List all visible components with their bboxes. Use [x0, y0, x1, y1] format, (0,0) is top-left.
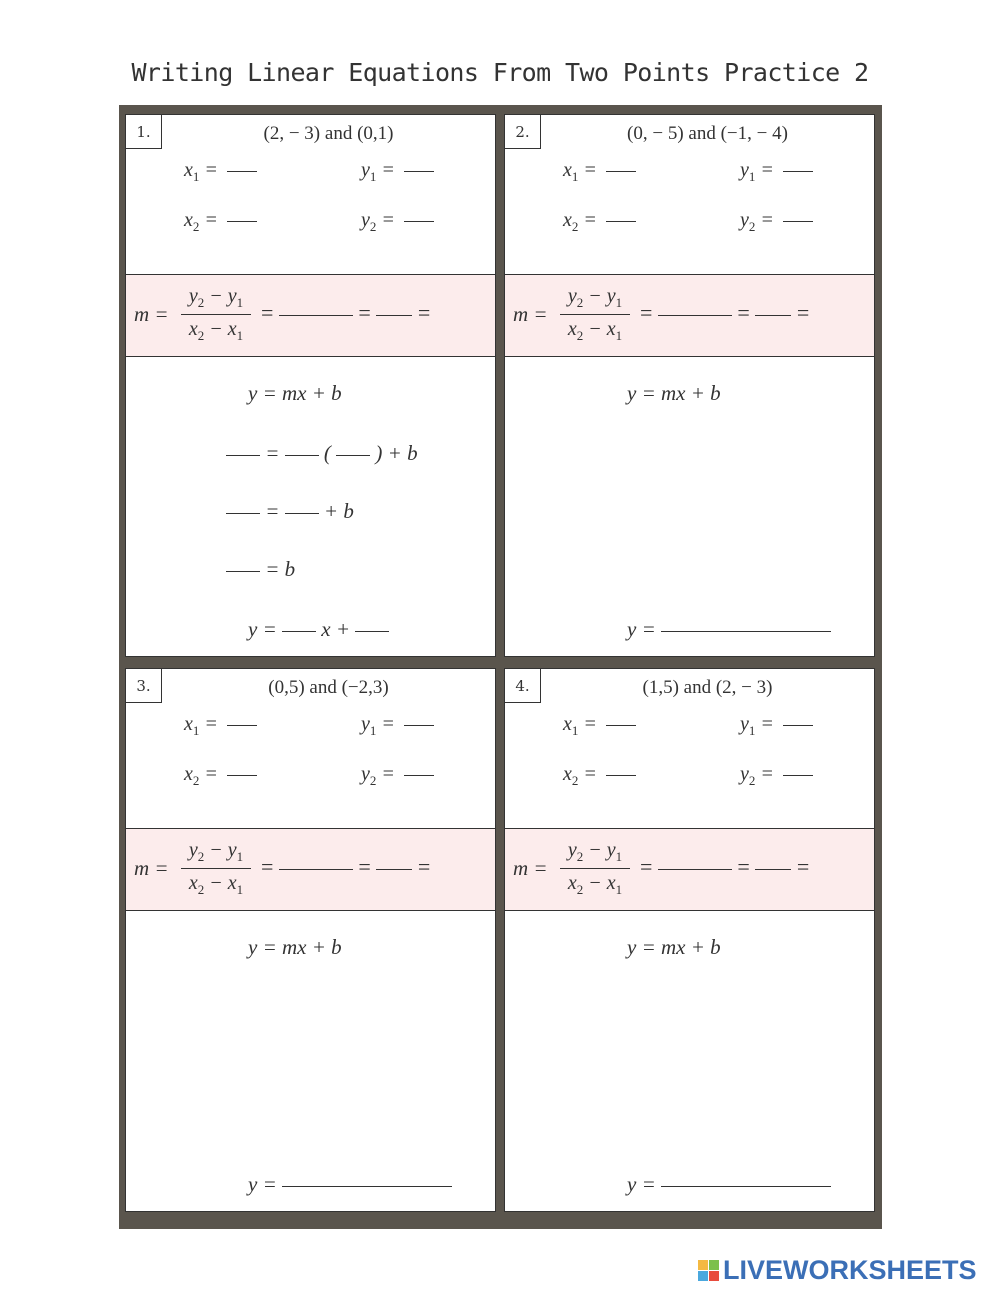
problem-card-1 — [125, 114, 496, 657]
slope-formula-band — [126, 274, 495, 357]
problem-card-3 — [125, 668, 496, 1212]
problem-points: (0,5) and (−2,3) — [268, 677, 389, 698]
slope-fraction: $\frac{y_2 - y_1}{x_2 - x_1}$ — [560, 839, 630, 898]
final-answer[interactable]: y = — [627, 617, 831, 642]
slope-label: m = — [513, 856, 548, 880]
slope-blanks[interactable]: = = = — [640, 300, 810, 325]
slope-blanks[interactable]: = = = — [261, 300, 431, 325]
problem-number: 4. — [505, 669, 541, 703]
problem-points: (0, − 5) and (−1, − 4) — [627, 123, 788, 144]
work-line-2[interactable]: = + b — [226, 499, 354, 524]
slope-formula-band — [505, 274, 874, 357]
worksheet-frame — [119, 105, 882, 1229]
slope-formula-band — [126, 828, 495, 911]
x1-field[interactable]: $x_1$ = — [184, 159, 257, 185]
y1-field[interactable]: $y_1$ = — [740, 713, 813, 739]
problem-points: (2, − 3) and (0,1) — [263, 123, 394, 144]
x2-field[interactable]: $x_2$ = — [563, 763, 636, 789]
y2-field[interactable]: $y_2$ = — [740, 763, 813, 789]
problem-number: 3. — [126, 669, 162, 703]
y2-field[interactable]: $y_2$ = — [740, 209, 813, 235]
slope-fraction: $\frac{y_2 - y_1}{x_2 - x_1}$ — [181, 285, 251, 344]
mxb-formula: y = mx + b — [627, 381, 721, 405]
problem-points: (1,5) and (2, − 3) — [642, 677, 773, 698]
slope-label: m = — [134, 302, 169, 326]
problem-number: 1. — [126, 115, 162, 149]
x1-field[interactable]: $x_1$ = — [563, 713, 636, 739]
liveworksheets-logo — [698, 1255, 977, 1286]
x2-field[interactable]: $x_2$ = — [184, 209, 257, 235]
work-line-1[interactable]: = ( ) + b — [226, 441, 418, 466]
y1-field[interactable]: $y_1$ = — [361, 713, 434, 739]
logo-text: LIVEWORKSHEETS — [723, 1255, 977, 1285]
work-line-3[interactable]: = b — [226, 557, 295, 582]
slope-fraction: $\frac{y_2 - y_1}{x_2 - x_1}$ — [560, 285, 630, 344]
slope-label: m = — [513, 302, 548, 326]
slope-blanks[interactable]: = = = — [261, 854, 431, 879]
page-title: Writing Linear Equations From Two Points Practice 2 — [131, 58, 869, 87]
slope-blanks[interactable]: = = = — [640, 854, 810, 879]
y2-field[interactable]: $y_2$ = — [361, 209, 434, 235]
y1-field[interactable]: $y_1$ = — [361, 159, 434, 185]
problem-number: 2. — [505, 115, 541, 149]
slope-fraction: $\frac{y_2 - y_1}{x_2 - x_1}$ — [181, 839, 251, 898]
x2-field[interactable]: $x_2$ = — [184, 763, 257, 789]
final-answer[interactable]: y = — [248, 1172, 452, 1197]
problem-card-4 — [504, 668, 875, 1212]
mxb-formula: y = mx + b — [248, 381, 342, 405]
problem-card-2 — [504, 114, 875, 657]
mxb-formula: y = mx + b — [248, 935, 342, 959]
y2-field[interactable]: $y_2$ = — [361, 763, 434, 789]
logo-blocks-icon — [698, 1260, 720, 1282]
y1-field[interactable]: $y_1$ = — [740, 159, 813, 185]
x1-field[interactable]: $x_1$ = — [184, 713, 257, 739]
x2-field[interactable]: $x_2$ = — [563, 209, 636, 235]
slope-label: m = — [134, 856, 169, 880]
slope-formula-band — [505, 828, 874, 911]
final-answer[interactable]: y = — [627, 1172, 831, 1197]
x1-field[interactable]: $x_1$ = — [563, 159, 636, 185]
final-answer[interactable]: y = x + — [248, 617, 389, 642]
mxb-formula: y = mx + b — [627, 935, 721, 959]
